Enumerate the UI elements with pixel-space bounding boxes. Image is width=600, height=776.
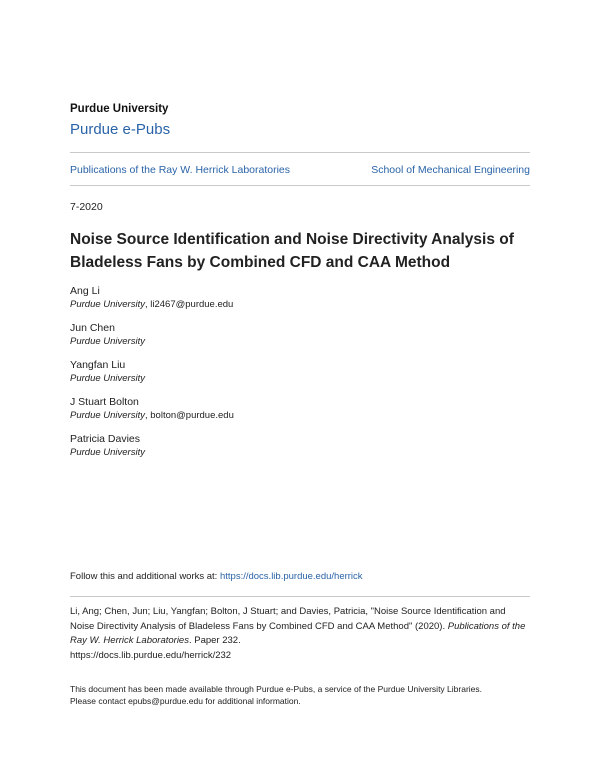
author-entry	[70, 285, 234, 322]
author-list	[70, 285, 234, 470]
follow-text: Follow this and additional works at:	[70, 571, 220, 582]
citation-series: Publications of the Ray W. Herrick Laboratories	[70, 620, 526, 646]
publication-date: 7-2020	[70, 201, 103, 213]
follow-link[interactable]: https://docs.lib.purdue.edu/herrick	[219, 571, 363, 582]
author-affiliation	[70, 446, 234, 459]
author-name: Patricia Davies	[70, 433, 141, 445]
author-entry	[70, 396, 234, 433]
collection-link-herrick[interactable]: Publications of the Ray W. Herrick Laboratories	[70, 164, 291, 176]
affiliation-name: Purdue University	[70, 299, 145, 310]
footer-line: This document has been made available through Purdue e-Pubs, a service of the Purdue University Libraries.	[70, 684, 483, 694]
author-name: Ang Li	[70, 285, 100, 297]
citation-text: Li, Ang; Chen, Jun; Liu, Yangfan; Bolton, J Stuart; and Davies, Patricia, "Noise Source Identification and Noise Directivity Analysis of Bladeless Fans by Combined CFD and CAA Method" (2020).	[70, 606, 506, 632]
author-affiliation	[70, 335, 234, 348]
affiliation-name: Purdue University	[70, 410, 145, 421]
follow-line	[70, 571, 363, 582]
author-entry	[70, 433, 234, 470]
citation-paper-number: . Paper 232.	[188, 635, 241, 646]
author-affiliation	[70, 298, 234, 311]
author-email[interactable]: , li2467@purdue.edu	[144, 299, 234, 310]
author-name: J Stuart Bolton	[70, 396, 139, 408]
collection-link-mechanical-engineering[interactable]: School of Mechanical Engineering	[371, 164, 530, 176]
author-affiliation	[70, 372, 234, 385]
paper-title: Noise Source Identification and Noise Directivity Analysis of Bladeless Fans by Combined CFD and CAA Method	[70, 231, 514, 271]
author-email[interactable]: , bolton@purdue.edu	[144, 410, 234, 421]
institution-name: Purdue University	[70, 103, 169, 115]
divider	[70, 596, 530, 597]
repository-link[interactable]: Purdue e-Pubs	[70, 121, 171, 138]
divider	[70, 185, 530, 186]
author-name: Yangfan Liu	[70, 359, 126, 371]
citation-url[interactable]: https://docs.lib.purdue.edu/herrick/232	[70, 649, 232, 661]
footer-contact: Please contact epubs@purdue.edu for additional information.	[70, 696, 301, 706]
footer-notice	[70, 683, 530, 707]
author-name: Jun Chen	[70, 322, 115, 334]
author-affiliation	[70, 409, 234, 422]
affiliation-name: Purdue University	[70, 336, 145, 347]
author-entry	[70, 359, 234, 396]
recommended-citation	[70, 605, 530, 663]
divider	[70, 152, 530, 153]
affiliation-name: Purdue University	[70, 447, 145, 458]
affiliation-name: Purdue University	[70, 373, 145, 384]
author-entry	[70, 322, 234, 359]
